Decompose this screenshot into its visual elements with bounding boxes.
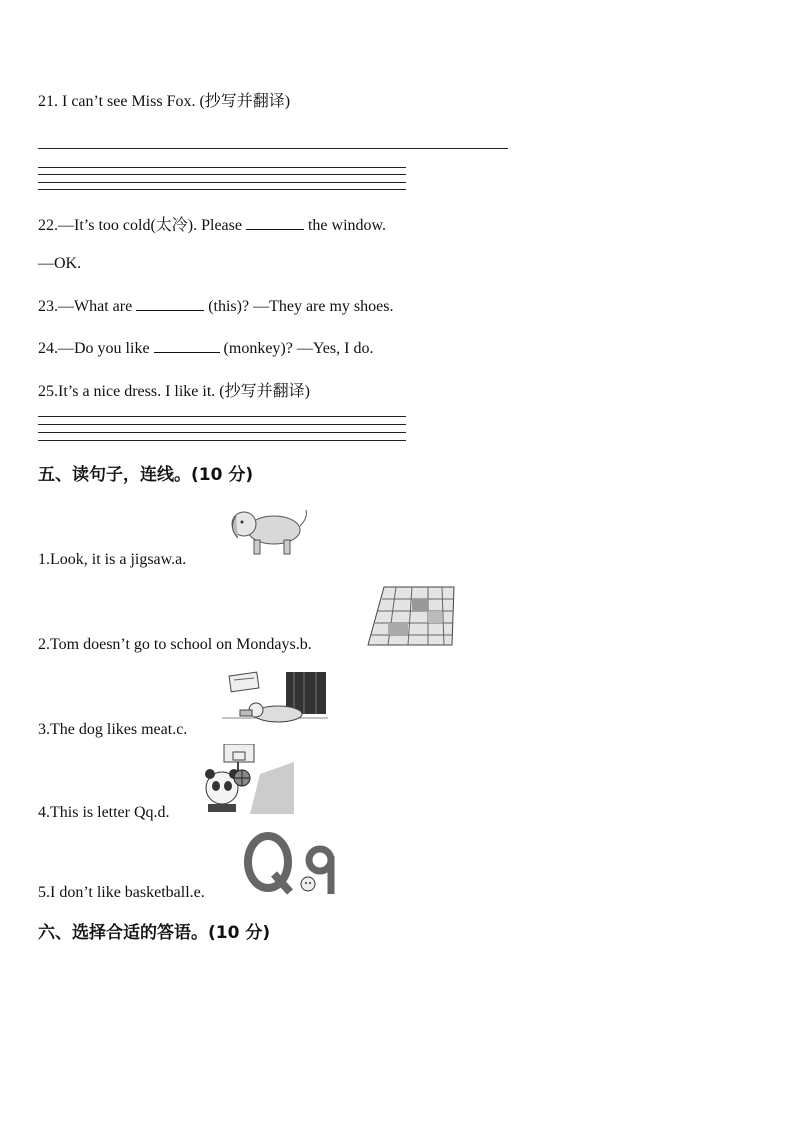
question-22 bbox=[38, 212, 386, 235]
sleeping-dog-icon bbox=[222, 670, 328, 733]
writing-line bbox=[38, 182, 406, 183]
match-item-4: 4.This is letter Qq.d. bbox=[38, 804, 170, 821]
writing-line bbox=[38, 174, 406, 175]
dog-icon bbox=[218, 502, 310, 565]
question-23 bbox=[38, 296, 393, 316]
writing-line bbox=[38, 424, 406, 425]
blank-22[interactable] bbox=[246, 215, 304, 230]
panda-basketball-icon bbox=[200, 744, 294, 819]
blank-23[interactable] bbox=[136, 296, 204, 311]
match-item-2: 2.Tom doesn’t go to school on Mondays.b. bbox=[38, 636, 312, 653]
section-5-heading: 五、读句子，连线。(10 分) bbox=[38, 465, 254, 485]
question-21: 21. I can’t see Miss Fox. (抄写并翻译) bbox=[38, 93, 291, 110]
question-24-text: 24.—Do you like bbox=[38, 340, 150, 357]
writing-line bbox=[38, 432, 406, 433]
answer-line bbox=[38, 148, 508, 149]
question-25: 25.It’s a nice dress. I like it. (抄写并翻译) bbox=[38, 383, 310, 400]
letter-qq-icon bbox=[244, 830, 340, 903]
question-23-tail: (this)? —They are my shoes. bbox=[208, 298, 394, 315]
question-24-tail: (monkey)? —Yes, I do. bbox=[223, 340, 374, 357]
question-22-reply: —OK. bbox=[38, 255, 82, 272]
blank-24[interactable] bbox=[154, 338, 220, 353]
match-item-1: 1.Look, it is a jigsaw.a. bbox=[38, 551, 187, 568]
question-22-tail: the window. bbox=[307, 217, 387, 234]
match-item-5: 5.I don’t like basketball.e. bbox=[38, 884, 205, 901]
writing-line bbox=[38, 440, 406, 441]
section-6-heading: 六、选择合适的答语。(10 分) bbox=[38, 923, 271, 943]
question-24 bbox=[38, 338, 373, 358]
jigsaw-icon bbox=[366, 585, 456, 652]
match-item-3: 3.The dog likes meat.c. bbox=[38, 721, 188, 738]
writing-line bbox=[38, 416, 406, 417]
writing-line bbox=[38, 189, 406, 190]
question-22-text: 22.—It’s too cold(太冷). Please bbox=[38, 217, 242, 234]
writing-line bbox=[38, 167, 406, 168]
question-23-text: 23.—What are bbox=[38, 298, 133, 315]
